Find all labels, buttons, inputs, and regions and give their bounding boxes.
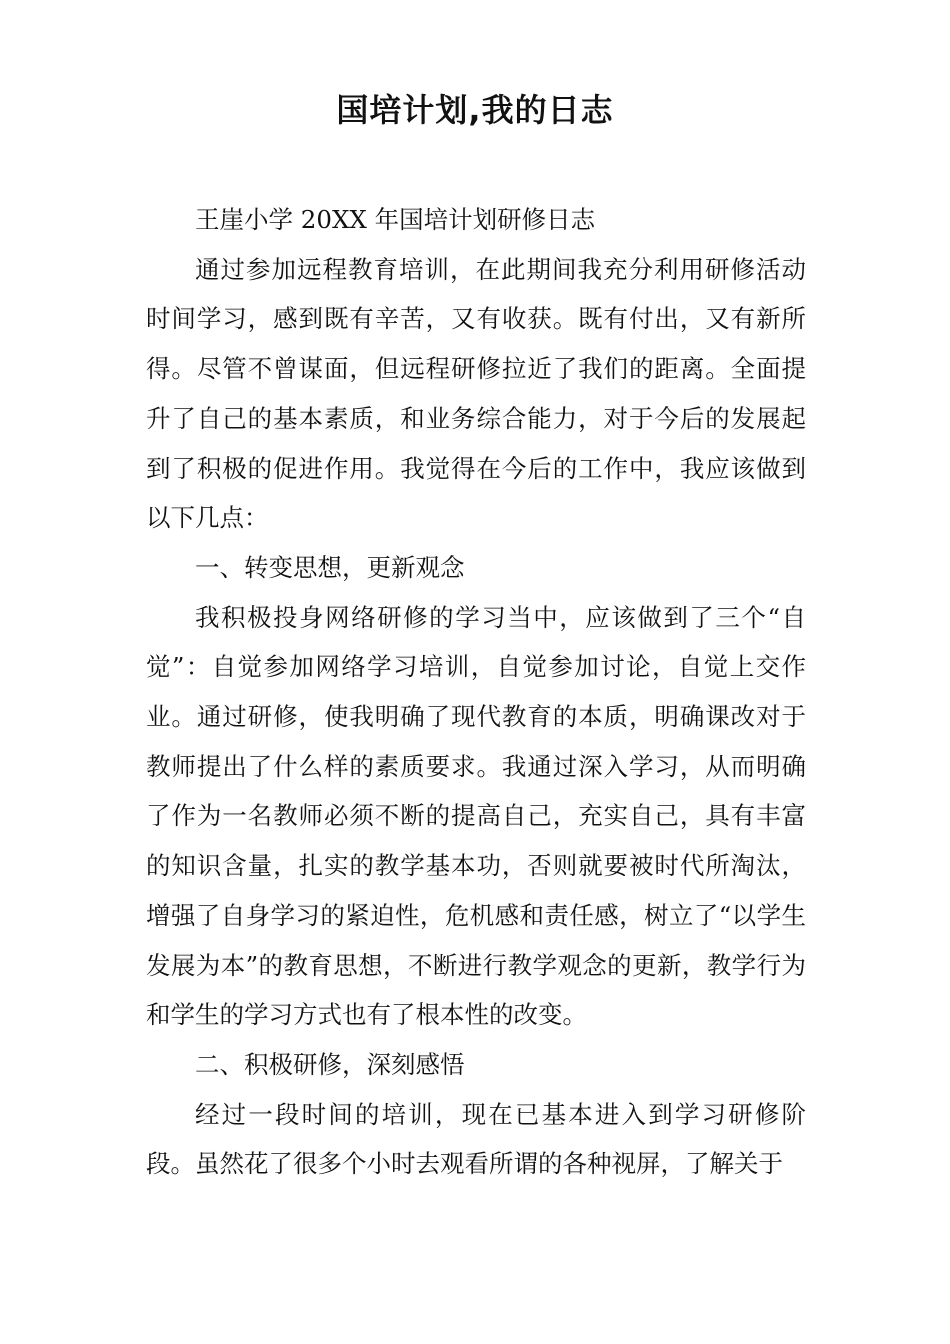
document-body xyxy=(146,195,806,1189)
section-heading-two: 二、积极研修，深刻感悟 xyxy=(195,1049,465,1079)
document-title: 国培计划,我的日志 xyxy=(336,91,614,129)
section-heading-one: 一、转变思想，更新观念 xyxy=(195,552,465,582)
paragraph-intro: 通过参加远程教育培训，在此期间我充分利用研修活动时间学习，感到既有辛苦，又有收获。既有付出，又有新所得。尽管不曾谋面，但远程研修拉近了我们的距离。全面提升了自己的基本素质，和业务综合能力，对于今后的发展起到了积极的促进作用。我觉得在今后的工作中，我应该做到以下几点： xyxy=(146,254,806,533)
school-log-heading: 王崖小学 20XX 年国培计划研修日志 xyxy=(195,205,596,234)
paragraph-section-one: 我积极投身网络研修的学习当中，应该做到了三个“自觉”：自觉参加网络学习培训，自觉参加讨论，自觉上交作业。通过研修，使我明确了现代教育的本质，明确课改对于教师提出了什么样的素质要求。我通过深入学习，从而明确了作为一名教师必须不断的提高自己，充实自己，具有丰富的知识含量，扎实的教学基本功，否则就要被时代所淘汰，增强了自身学习的紧迫性，危机感和责任感，树立了“以学生发展为本”的教育思想，不断进行教学观念的更新，教学行为和学生的学习方式也有了根本性的改变。 xyxy=(146,602,806,1030)
paragraph-section-two: 经过一段时间的培训，现在已基本进入到学习研修阶段。虽然花了很多个小时去观看所谓的各种视屏，了解关于 xyxy=(146,1099,806,1179)
